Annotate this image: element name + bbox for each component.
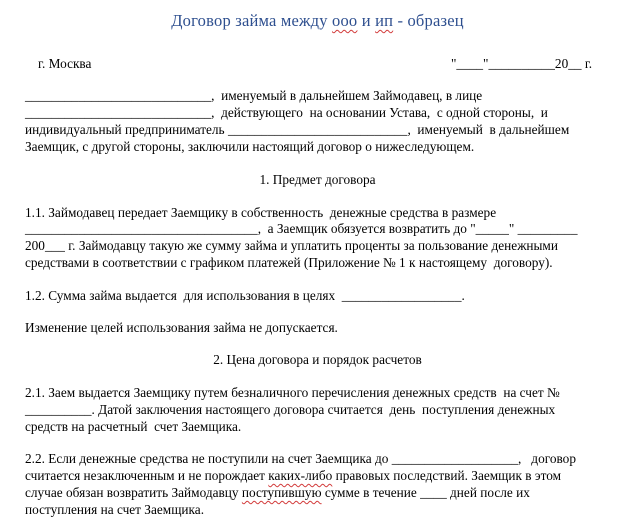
title-text-suffix: - образец <box>393 11 464 30</box>
clause-1-1-line-3: 200___ г. Займодавцу такую же сумму займа и уплатить проценты за пользование денежными <box>25 238 558 253</box>
clause-2-2-line-3: случае обязан возвратить Займодавцу поступившую сумме в течение ____ дней после их <box>25 485 530 500</box>
spellcheck-word: каких-либо <box>268 468 333 483</box>
preamble-line-1: ____________________________, именуемый в дальнейшем Займодавец, в лице <box>25 88 483 103</box>
contract-date: "____"__________20__ г. <box>451 56 593 71</box>
clause-1-1-line-4: средствами в соответствии с графиком платежей (Приложение № 1 к настоящему договору). <box>25 255 553 270</box>
preamble-line-2: ____________________________, действующего на основании Устава, с одной стороны, и <box>25 105 548 120</box>
clause-1-2: 1.2. Сумма займа выдается для использования в целях __________________. <box>25 288 465 303</box>
spellcheck-word: поступившую <box>241 485 322 500</box>
title-text-middle: и <box>357 11 376 30</box>
clause-1-1-line-2: ___________________________________, а Заемщик обязуется возвратить до "_____" _________ <box>25 221 578 236</box>
clause-2-2-line-1: 2.2. Если денежные средства не поступили на счет Заемщика до ___________________, договор <box>25 451 576 466</box>
clause-1-3: Изменение целей использования займа не допускается. <box>25 320 338 335</box>
clause-2-2-line-4: поступления на счет Заемщика. <box>25 502 205 517</box>
clause-2-1-line-2: __________. Датой заключения настоящего договора считается день поступления денежных <box>25 402 556 417</box>
clause-2-1-line-1: 2.1. Заем выдается Заемщику путем безналичного перечисления денежных средств на счет № <box>25 385 560 400</box>
title-ooo-word: ооо <box>332 11 358 30</box>
title-ip-word: ип <box>375 11 394 30</box>
preamble-line-3: индивидуальный предприниматель ___________________________, именуемый в дальнейшем <box>25 122 570 137</box>
clause-2-1-line-3: средств на расчетный счет Заемщика. <box>25 419 242 434</box>
document-title <box>0 11 635 31</box>
clause-1-1-line-1: 1.1. Займодавец передает Заемщику в собственность денежные средства в размере <box>25 205 497 220</box>
preamble-line-4: Заемщик, с другой стороны, заключили настоящий договор о нижеследующем. <box>25 139 475 154</box>
section-1-heading: 1. Предмет договора <box>259 172 376 187</box>
title-text: Договор займа между <box>171 11 333 30</box>
section-2-heading: 2. Цена договора и порядок расчетов <box>213 352 422 367</box>
city: г. Москва <box>38 56 92 71</box>
clause-2-2-line-2: считается незаключенным и не порождает каких-либо правовых последствий. Заемщик в этом <box>25 468 562 483</box>
